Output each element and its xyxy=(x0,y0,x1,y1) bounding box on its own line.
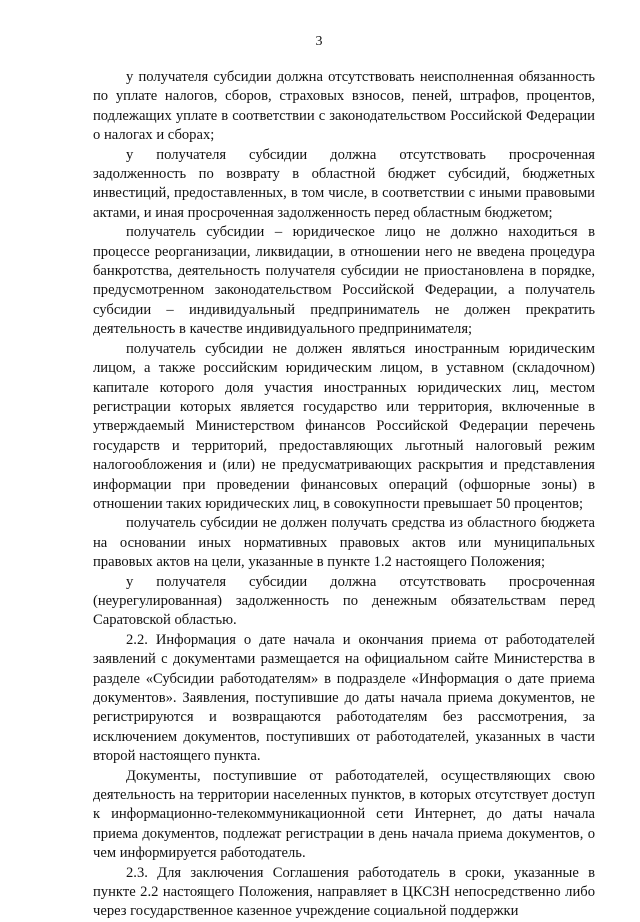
paragraph: 2.3. Для заключения Соглашения работодатель в сроки, указанные в пункте 2.2 настоящего Положения, направляет в ЦКСЗН непосредственно либо через государственное казенное учреждение социальной поддержки xyxy=(93,864,595,920)
paragraph: у получателя субсидии должна отсутствовать неисполненная обязанность по уплате налогов, сборов, страховых взносов, пеней, штрафов, процентов, подлежащих уплате в соответствии с законодательством Российской Федерации о налогах и сборах; xyxy=(93,69,595,144)
paragraph: у получателя субсидии должна отсутствовать просроченная (неурегулированная) задолженность по денежным обязательствам перед Саратовской областью. xyxy=(93,573,595,629)
paragraph: 2.2. Информация о дате начала и окончания приема от работодателей заявлений с документами размещается на официальном сайте Министерства в разделе «Субсидии работодателям» в подразделе «Информация о дате приема документов». Заявления, поступившие до даты начала приема документов, не регистрируются и возвращаются работодателям без рассмотрения, за исключением документов, поступивших от работодателей, указанных в части второй настоящего пункта. xyxy=(93,631,595,765)
paragraph: получатель субсидии – юридическое лицо не должно находиться в процессе реорганизации, ликвидации, в отношении него не введена процедура банкротства, деятельность получателя субсидии не приостановлена в порядке, предусмотренном законодательством Российской Федерации, а получатель субсидии – индивидуальный предприниматель не должен прекратить деятельность в качестве индивидуального предпринимателя; xyxy=(93,224,595,338)
page-number: 3 xyxy=(315,34,323,49)
paragraph: Документы, поступившие от работодателей, осуществляющих свою деятельность на территории населенных пунктов, в которых отсутствует доступ к информационно-телекоммуникационной сети Интернет, до даты начала приема документов, подлежат регистрации в день начала приема документов, о чем информируется работодатель. xyxy=(93,767,595,862)
paragraph: получатель субсидии не должен получать средства из областного бюджета на основании иных нормативных правовых актов или муниципальных правовых актов на цели, указанные в пункте 1.2 настоящего Положения; xyxy=(93,515,595,571)
paragraph: получатель субсидии не должен являться иностранным юридическим лицом, а также российским юридическим лицом, в уставном (складочном) капитале которого доля участия иностранных юридических лиц, местом регистрации которых является государство или территория, включенные в утверждаемый Министерством финансов Российской Федерации перечень государств и территорий, предоставляющих льготный налоговый режим налогообложения и (или) не предусматривающих раскрытия и представления информации при проведении финансовых операций (офшорные зоны) в отношении таких юридических лиц, в совокупности превышает 50 процентов; xyxy=(93,340,595,512)
paragraph: у получателя субсидии должна отсутствовать просроченная задолженность по возврату в областной бюджет субсидий, бюджетных инвестиций, предоставленных, в том числе, в соответствии с иными правовыми актами, и иная просроченная задолженность перед областным бюджетом; xyxy=(93,146,595,221)
